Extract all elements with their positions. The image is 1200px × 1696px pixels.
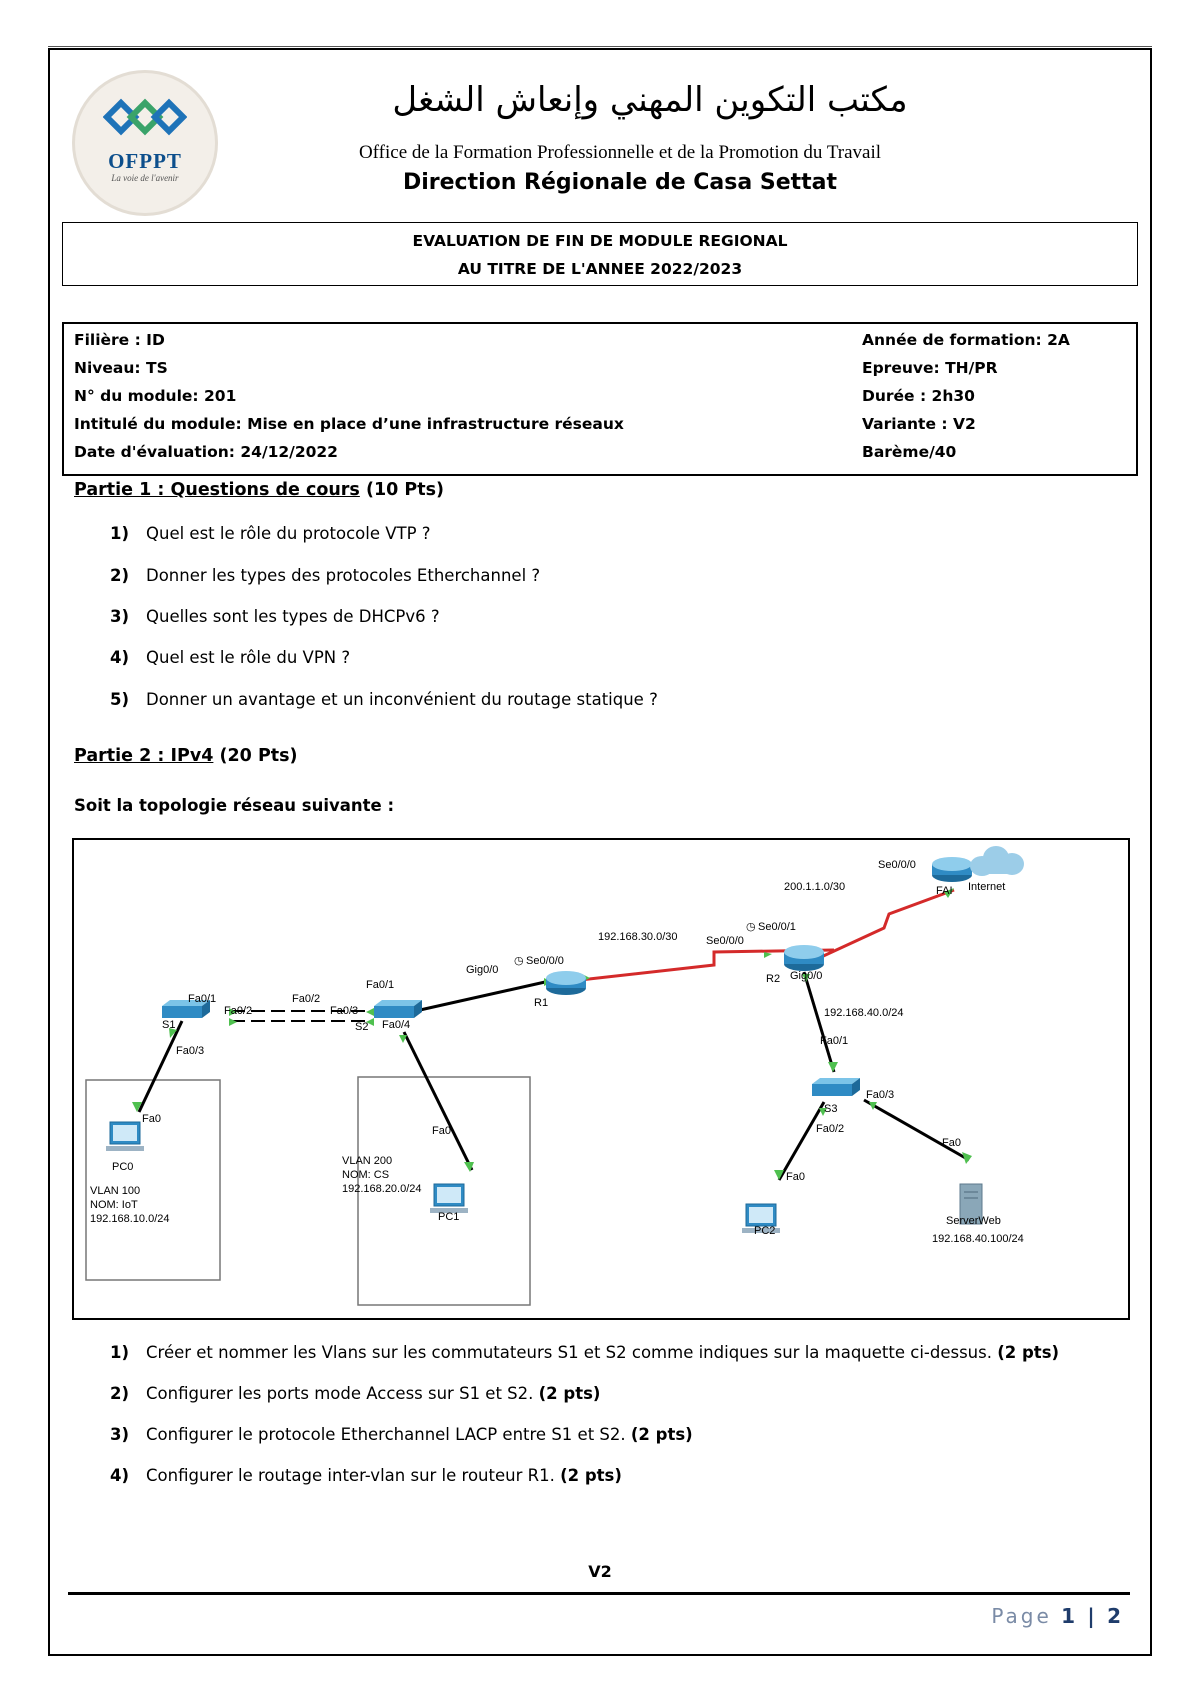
partie1-heading — [74, 480, 444, 500]
label-s3-fa01: Fa0/1 — [820, 1035, 849, 1047]
top-rule — [48, 46, 1152, 47]
info-module-title: Intitulé du module: Mise en place d’une infrastructure réseaux — [74, 415, 624, 433]
link-s3-server — [864, 1100, 969, 1160]
label-r2-gig: Gig0/0 — [790, 970, 823, 982]
label-s2-fa03: Fa0/3 — [330, 1005, 359, 1017]
partie1-points: (10 Pts) — [365, 480, 445, 500]
router-r2-icon — [784, 945, 824, 971]
info-annee: Année de formation: 2A — [862, 331, 1070, 349]
footer-rule — [68, 1592, 1130, 1595]
page-label: Page — [991, 1604, 1052, 1628]
info-module-number: N° du module: 201 — [74, 387, 237, 405]
label-fai: FAI — [936, 885, 953, 897]
vlan100-box — [86, 1080, 220, 1280]
link-r2-s3 — [804, 972, 834, 1072]
label-server-ip: 192.168.40.100/24 — [932, 1233, 1024, 1245]
label-server: ServerWeb — [946, 1215, 1001, 1227]
serial-link-r2-fai — [819, 890, 954, 958]
page-number — [991, 1604, 1124, 1628]
label-s1-fa01: Fa0/1 — [188, 993, 217, 1005]
topology-svg — [74, 840, 1127, 1317]
partie2-heading — [74, 746, 298, 766]
link-s1-pc0 — [139, 1021, 182, 1112]
link-s3-pc2 — [779, 1102, 824, 1180]
label-pc0-fa0: Fa0 — [142, 1113, 161, 1125]
info-epreuve: Epreuve: TH/PR — [862, 359, 998, 377]
info-box — [62, 322, 1138, 476]
label-pc2-fa0: Fa0 — [786, 1171, 805, 1183]
switch-s3-icon — [812, 1078, 860, 1096]
label-r1-gig: Gig0/0 — [466, 964, 499, 976]
evaluation-box — [62, 222, 1138, 286]
label-r2-se000: Se0/0/0 — [706, 935, 744, 947]
partie1-title: Partie 1 : Questions de cours — [74, 480, 360, 500]
label-vlan200-1: VLAN 200 — [342, 1155, 393, 1167]
pc1-icon — [430, 1184, 468, 1213]
partie2-title: Partie 2 : IPv4 — [74, 746, 214, 766]
network-topology-diagram — [72, 838, 1130, 1320]
label-r1: R1 — [534, 997, 549, 1009]
label-s3: S3 — [824, 1103, 838, 1115]
label-s3-fa02: Fa0/2 — [816, 1123, 845, 1135]
label-vlan100-1: VLAN 100 — [90, 1185, 141, 1197]
label-vlan100-3: 192.168.10.0/24 — [90, 1213, 170, 1225]
arabic-title: مكتب التكوين المهني وإنعاش الشغل — [392, 80, 908, 120]
label-vlan200-3: 192.168.20.0/24 — [342, 1183, 422, 1195]
label-s1: S1 — [162, 1019, 176, 1031]
ofppt-logo-mark-icon — [103, 97, 187, 141]
link-s2-pc1 — [404, 1032, 472, 1170]
direction-title: Direction Régionale de Casa Settat — [402, 170, 838, 195]
topology-intro: Soit la topologie réseau suivante : — [74, 796, 395, 815]
label-net-r2s3: 192.168.40.0/24 — [824, 1007, 904, 1019]
router-fai-icon — [932, 857, 972, 882]
logo-tagline: La voie de l'avenir — [111, 173, 179, 183]
clock-icon-r1: ◷ — [514, 955, 524, 967]
label-s2-fa02: Fa0/2 — [292, 993, 321, 1005]
router-r1-icon — [546, 971, 586, 995]
label-s1-fa03: Fa0/3 — [176, 1045, 205, 1057]
label-fai-se: Se0/0/0 — [878, 859, 916, 871]
evaluation-line-1: EVALUATION DE FIN DE MODULE REGIONAL — [412, 232, 788, 250]
label-net-r2fai: 200.1.1.0/30 — [784, 881, 846, 893]
label-vlan200-2: NOM: CS — [342, 1169, 390, 1181]
switch-s2-icon — [374, 1000, 422, 1018]
label-s3-fa03: Fa0/3 — [866, 1089, 895, 1101]
info-variante: Variante : V2 — [862, 415, 976, 433]
label-pc1: PC1 — [438, 1211, 460, 1223]
label-s2: S2 — [355, 1021, 369, 1033]
info-duree: Durée : 2h30 — [862, 387, 975, 405]
label-net-r1r2: 192.168.30.0/30 — [598, 931, 678, 943]
label-pc2: PC2 — [754, 1225, 776, 1237]
label-r2: R2 — [766, 973, 781, 985]
label-pc0: PC0 — [112, 1161, 134, 1173]
label-r1-se: Se0/0/0 — [526, 955, 564, 967]
label-vlan100-2: NOM: IoT — [90, 1199, 138, 1211]
page-total: 2 — [1107, 1604, 1124, 1628]
link-s2-r1 — [411, 980, 554, 1012]
pc0-icon — [106, 1122, 144, 1151]
evaluation-line-2: AU TITRE DE L'ANNEE 2022/2023 — [457, 260, 743, 278]
clock-icon-r2: ◷ — [746, 921, 756, 933]
page-separator: | — [1087, 1604, 1098, 1628]
info-date: Date d'évaluation: 24/12/2022 — [74, 443, 338, 461]
info-niveau: Niveau: TS — [74, 359, 168, 377]
label-s1-fa02: Fa0/2 — [224, 1005, 253, 1017]
info-filiere: Filière : ID — [74, 331, 165, 349]
label-r2-se001: Se0/0/1 — [758, 921, 796, 933]
label-s2-fa01: Fa0/1 — [366, 979, 395, 991]
ofppt-logo — [75, 73, 215, 213]
page-current: 1 — [1061, 1604, 1079, 1628]
label-pc1-fa0: Fa0 — [432, 1125, 451, 1137]
office-title: Office de la Formation Professionnelle et de la Promotion du Travail — [358, 142, 882, 163]
label-srv-fa0: Fa0 — [942, 1137, 961, 1149]
port-indicators — [132, 888, 972, 1180]
partie2-points: (20 Pts) — [219, 746, 298, 766]
internet-cloud-icon — [970, 846, 1024, 876]
label-s2-fa04: Fa0/4 — [382, 1019, 411, 1031]
variant-label: V2 — [588, 1562, 612, 1581]
logo-name: OFPPT — [108, 149, 182, 173]
label-internet: Internet — [968, 881, 1006, 893]
info-bareme: Barème/40 — [862, 443, 957, 461]
